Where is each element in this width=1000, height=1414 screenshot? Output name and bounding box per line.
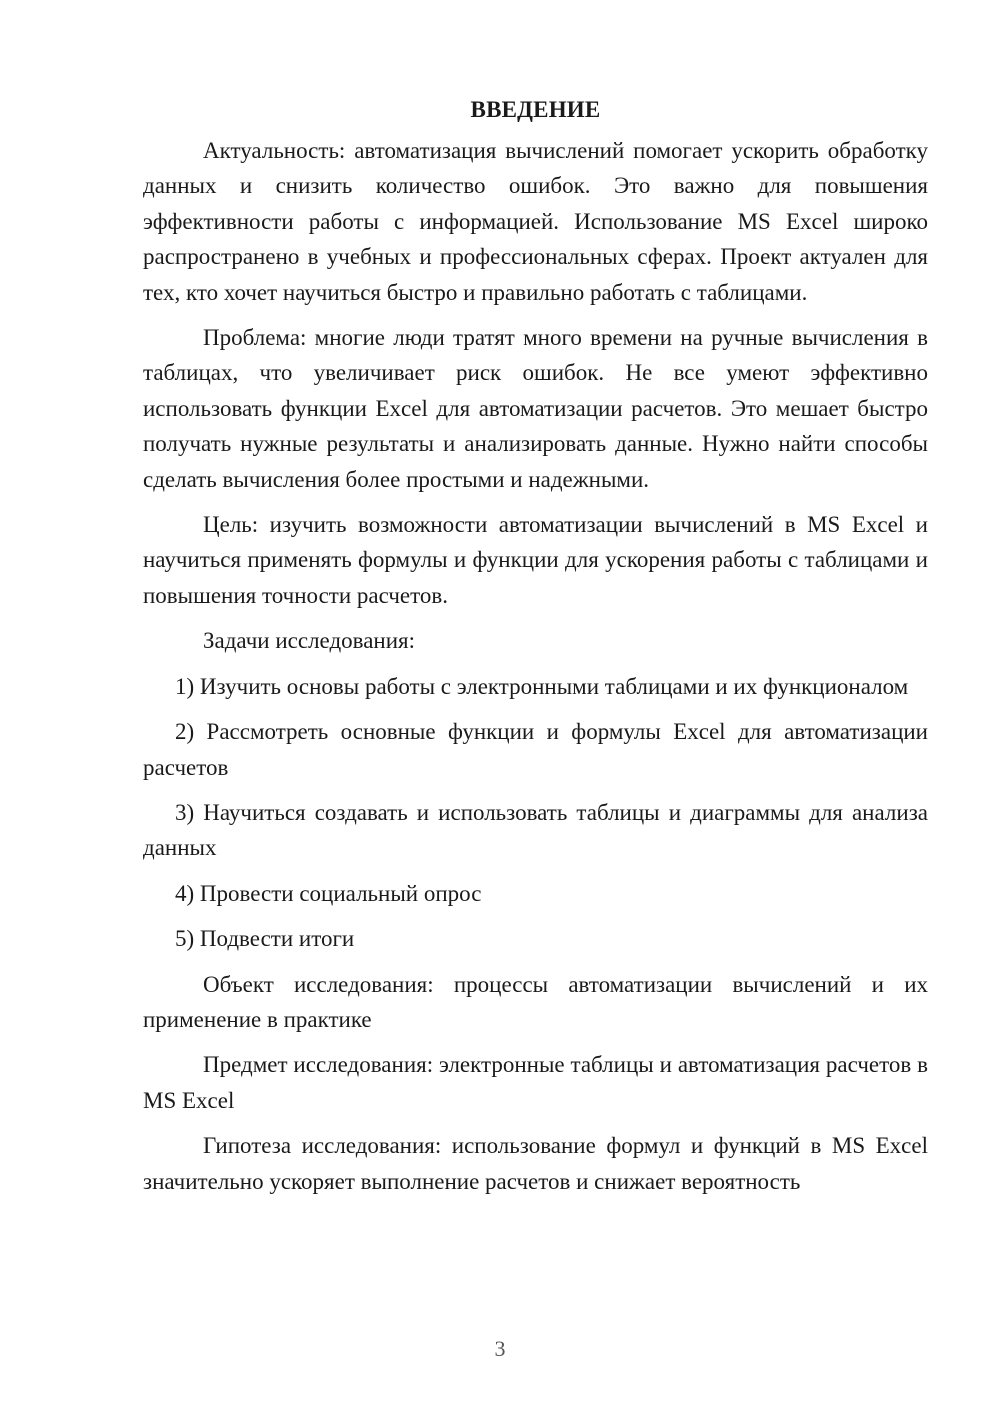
relevance-paragraph: Актуальность: автоматизация вычислений помогает ускорить обработку данных и снизить количество ошибок. Это важно для повышения эффективности работы с информацией. Использование MS Excel широко распространено в учебных и профессиональных сферах. Проект актуален для тех, кто хочет научиться быстро и правильно работать с таблицами. — [143, 138, 928, 305]
task-item-3: 3) Научиться создавать и использовать таблицы и диаграммы для анализа данных — [143, 799, 928, 861]
page-content — [143, 92, 928, 1199]
problem-paragraph: Проблема: многие люди тратят много времени на ручные вычисления в таблицах, что увеличивает риск ошибок. Не все умеют эффективно использовать функции Excel для автоматизации расчетов. Это мешает быстро получать нужные результаты и анализировать данные. Нужно найти способы сделать вычисления более простыми и надежными. — [143, 325, 928, 492]
task-item-4: 4) Провести социальный опрос — [175, 880, 482, 906]
task-item-5: 5) Подвести итоги — [175, 926, 355, 952]
tasks-heading: Задачи исследования: — [203, 628, 416, 654]
task-item-2: 2) Рассмотреть основные функции и формулы Excel для автоматизации расчетов — [143, 719, 928, 780]
task-item-1: 1) Изучить основы работы с электронными таблицами и их функционалом — [175, 673, 909, 699]
goal-paragraph: Цель: изучить возможности автоматизации вычислений в MS Excel и научиться применять формулы и функции для ускорения работы с таблицами и повышения точности расчетов. — [143, 512, 928, 608]
section-title: ВВЕДЕНИЕ — [470, 97, 601, 122]
object-paragraph: Объект исследования: процессы автоматизации вычислений и их применение в практике — [143, 971, 928, 1032]
subject-paragraph: Предмет исследования: электронные таблицы и автоматизация расчетов в MS Excel — [143, 1052, 928, 1113]
page-number: 3 — [494, 1336, 506, 1361]
hypothesis-paragraph: Гипотеза исследования: использование формул и функций в MS Excel значительно ускоряет выполнение расчетов и снижает вероятность — [143, 1133, 928, 1194]
